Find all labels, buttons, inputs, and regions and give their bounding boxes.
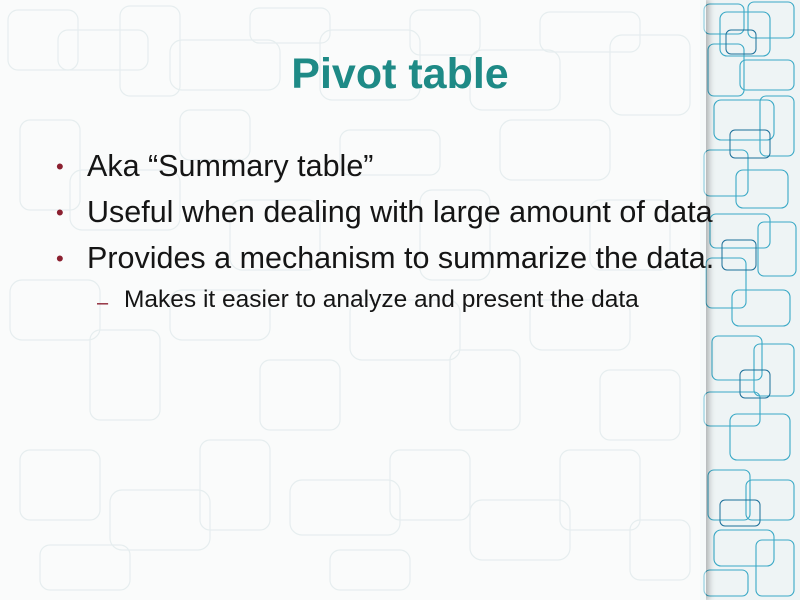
bullet-text: Useful when dealing with large amount of data <box>87 195 713 229</box>
bullet-text: Aka “Summary table” <box>87 149 374 183</box>
bullet-marker: • <box>56 154 64 179</box>
sub-bullet-marker: – <box>97 292 109 314</box>
sub-bullet-list <box>87 285 746 315</box>
bullet-marker: • <box>56 200 64 225</box>
bullet-marker: • <box>56 246 64 271</box>
bullet-item-useful <box>56 194 746 231</box>
bullet-item-provides <box>56 240 746 315</box>
bullet-text: Provides a mechanism to summarize the data. <box>87 241 715 275</box>
bullet-item-aka <box>56 148 746 185</box>
sub-bullet-text: Makes it easier to analyze and present the data <box>124 286 639 313</box>
sub-bullet-item <box>87 285 746 315</box>
slide-title: Pivot table <box>291 50 509 98</box>
bullet-list <box>56 148 746 324</box>
